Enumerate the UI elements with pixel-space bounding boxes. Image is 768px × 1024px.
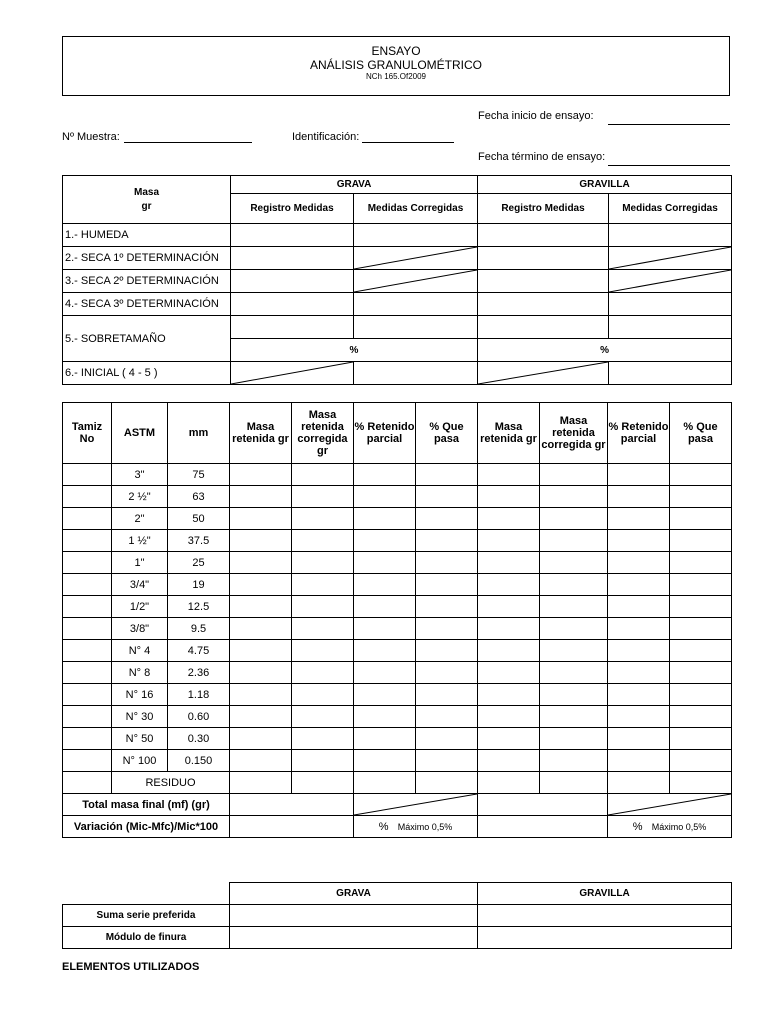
input-cell[interactable] — [670, 706, 732, 728]
input-cell[interactable] — [478, 486, 540, 508]
input-cell[interactable] — [609, 224, 732, 247]
input-cell[interactable] — [478, 464, 540, 486]
input-cell[interactable] — [478, 750, 540, 772]
masa-corregida-header: Masa retenida corregida gr — [540, 403, 608, 464]
input-cell[interactable] — [416, 530, 478, 552]
document-header — [62, 36, 730, 96]
astm-cell: 3/8" — [112, 618, 168, 640]
input-cell[interactable] — [354, 316, 478, 339]
grava-header: GRAVA — [231, 176, 478, 194]
input-cell[interactable] — [416, 684, 478, 706]
input-cell[interactable] — [478, 706, 540, 728]
input-cell[interactable] — [416, 662, 478, 684]
sieve-row — [63, 750, 732, 772]
identificacion-label: Identificación: — [292, 131, 360, 143]
input-cell[interactable] — [540, 486, 608, 508]
registro-header: Registro Medidas — [478, 194, 609, 224]
input-cell[interactable] — [540, 574, 608, 596]
input-cell[interactable] — [354, 530, 416, 552]
input-cell[interactable] — [292, 574, 354, 596]
input-cell[interactable] — [354, 640, 416, 662]
input-cell[interactable] — [478, 530, 540, 552]
input-cell[interactable] — [230, 640, 292, 662]
input-cell[interactable] — [670, 728, 732, 750]
input-cell[interactable] — [292, 530, 354, 552]
row-label: 2.- SECA 1º DETERMINACIÓN — [63, 247, 231, 270]
input-cell[interactable] — [292, 464, 354, 486]
input-cell[interactable] — [608, 464, 670, 486]
input-cell[interactable] — [230, 772, 292, 794]
input-cell[interactable] — [608, 530, 670, 552]
row-label: 4.- SECA 3º DETERMINACIÓN — [63, 293, 231, 316]
astm-cell: 2" — [112, 508, 168, 530]
pct-retenido-header: % Retenido parcial — [608, 403, 670, 464]
tamiz-cell[interactable] — [63, 596, 112, 618]
input-cell[interactable] — [670, 750, 732, 772]
input-cell[interactable] — [230, 706, 292, 728]
input-cell[interactable] — [608, 596, 670, 618]
fecha-inicio-label: Fecha inicio de ensayo: — [478, 110, 594, 122]
input-cell[interactable] — [230, 596, 292, 618]
diagonal-cell — [608, 794, 732, 816]
input-cell[interactable] — [354, 224, 478, 247]
astm-header: ASTM — [112, 403, 168, 464]
header-title: ENSAYO — [371, 44, 421, 58]
input-cell[interactable] — [608, 728, 670, 750]
input-cell[interactable] — [292, 486, 354, 508]
astm-cell: 1" — [112, 552, 168, 574]
suma-label: Suma serie preferida — [63, 905, 230, 927]
input-cell[interactable] — [354, 362, 478, 385]
diagonal-cell — [609, 270, 732, 293]
input-cell[interactable] — [608, 508, 670, 530]
input-cell[interactable] — [670, 464, 732, 486]
input-cell[interactable] — [670, 574, 732, 596]
fecha-inicio-field[interactable] — [608, 114, 730, 125]
sieve-row — [63, 596, 732, 618]
input-cell[interactable] — [478, 905, 732, 927]
input-cell[interactable] — [230, 794, 354, 816]
astm-cell: 3/4" — [112, 574, 168, 596]
corregidas-header: Medidas Corregidas — [354, 194, 478, 224]
mm-cell: 9.5 — [168, 618, 230, 640]
astm-cell: 3" — [112, 464, 168, 486]
tamiz-cell[interactable] — [63, 640, 112, 662]
sieve-row — [63, 552, 732, 574]
input-cell[interactable] — [670, 552, 732, 574]
mass-table — [62, 175, 732, 385]
input-cell[interactable] — [478, 247, 609, 270]
sieve-row — [63, 530, 732, 552]
mm-cell: 0.150 — [168, 750, 230, 772]
input-cell[interactable] — [230, 662, 292, 684]
input-cell[interactable] — [354, 662, 416, 684]
input-cell[interactable] — [540, 464, 608, 486]
input-cell[interactable] — [230, 552, 292, 574]
input-cell[interactable] — [478, 927, 732, 949]
input-cell[interactable] — [230, 464, 292, 486]
input-cell[interactable] — [540, 530, 608, 552]
input-cell[interactable] — [230, 486, 292, 508]
input-cell[interactable] — [478, 596, 540, 618]
input-cell[interactable] — [540, 508, 608, 530]
identificacion-field[interactable] — [362, 132, 454, 143]
astm-cell: N° 50 — [112, 728, 168, 750]
input-cell[interactable] — [416, 464, 478, 486]
diagonal-cell — [231, 362, 354, 385]
input-cell[interactable] — [231, 247, 354, 270]
input-cell[interactable] — [354, 552, 416, 574]
gravilla-header: GRAVILLA — [478, 176, 732, 194]
input-cell[interactable] — [670, 530, 732, 552]
input-cell[interactable] — [416, 574, 478, 596]
input-cell[interactable] — [609, 316, 732, 339]
input-cell[interactable] — [416, 596, 478, 618]
input-cell[interactable] — [670, 662, 732, 684]
astm-cell: 2 ½" — [112, 486, 168, 508]
astm-cell: N° 4 — [112, 640, 168, 662]
input-cell[interactable] — [230, 816, 354, 838]
astm-cell: 1 ½" — [112, 530, 168, 552]
input-cell[interactable] — [608, 486, 670, 508]
input-cell[interactable] — [354, 508, 416, 530]
input-cell[interactable] — [608, 662, 670, 684]
mm-cell: 63 — [168, 486, 230, 508]
diagonal-cell — [354, 247, 478, 270]
input-cell[interactable] — [416, 640, 478, 662]
input-cell[interactable] — [230, 728, 292, 750]
tamiz-cell[interactable] — [63, 530, 112, 552]
input-cell[interactable] — [670, 486, 732, 508]
modulo-label: Módulo de finura — [63, 927, 230, 949]
mm-cell: 1.18 — [168, 684, 230, 706]
input-cell[interactable] — [670, 772, 732, 794]
input-cell[interactable] — [292, 772, 354, 794]
input-cell[interactable] — [540, 640, 608, 662]
input-cell[interactable] — [354, 464, 416, 486]
input-cell[interactable] — [231, 316, 354, 339]
header-norm: NCh 165.Of2009 — [365, 72, 427, 81]
diagonal-cell — [354, 794, 478, 816]
variacion-limit: % Máximo 0,5% — [608, 816, 732, 838]
mm-cell: 75 — [168, 464, 230, 486]
input-cell[interactable] — [416, 486, 478, 508]
input-cell[interactable] — [478, 270, 609, 293]
input-cell[interactable] — [354, 486, 416, 508]
input-cell[interactable] — [292, 728, 354, 750]
mm-cell: 12.5 — [168, 596, 230, 618]
mm-cell: 0.60 — [168, 706, 230, 728]
input-cell[interactable] — [416, 618, 478, 640]
input-cell[interactable] — [478, 662, 540, 684]
percent-cell: % — [478, 339, 732, 362]
input-cell[interactable] — [292, 618, 354, 640]
input-cell[interactable] — [230, 508, 292, 530]
fecha-termino-field[interactable] — [608, 155, 730, 166]
input-cell[interactable] — [608, 640, 670, 662]
empty-cell — [63, 883, 230, 905]
sieve-table — [62, 402, 732, 838]
mm-cell: 19 — [168, 574, 230, 596]
input-cell[interactable] — [478, 316, 609, 339]
diagonal-cell — [478, 362, 609, 385]
residuo-label: RESIDUO — [112, 772, 230, 794]
input-cell[interactable] — [354, 684, 416, 706]
mm-cell: 0.30 — [168, 728, 230, 750]
astm-cell: N° 16 — [112, 684, 168, 706]
masa-header: Masa gr — [63, 176, 231, 224]
mm-cell: 25 — [168, 552, 230, 574]
input-cell[interactable] — [292, 596, 354, 618]
input-cell[interactable] — [478, 684, 540, 706]
input-cell[interactable] — [478, 508, 540, 530]
diagonal-cell — [354, 270, 478, 293]
row-label: 1.- HUMEDA — [63, 224, 231, 247]
summary-table — [62, 882, 732, 949]
input-cell[interactable] — [540, 662, 608, 684]
tamiz-cell[interactable] — [63, 662, 112, 684]
masa-corregida-header: Masa retenida corregida gr — [292, 403, 354, 464]
input-cell[interactable] — [540, 552, 608, 574]
pct-pasa-header: % Que pasa — [416, 403, 478, 464]
tamiz-cell[interactable] — [63, 728, 112, 750]
tamiz-cell[interactable] — [63, 464, 112, 486]
input-cell[interactable] — [478, 816, 608, 838]
input-cell[interactable] — [609, 293, 732, 316]
input-cell[interactable] — [231, 270, 354, 293]
mm-cell: 4.75 — [168, 640, 230, 662]
input-cell[interactable] — [478, 728, 540, 750]
empty-cell — [63, 772, 112, 794]
astm-cell: N° 30 — [112, 706, 168, 728]
input-cell[interactable] — [292, 750, 354, 772]
input-cell[interactable] — [231, 293, 354, 316]
mm-cell: 50 — [168, 508, 230, 530]
input-cell[interactable] — [608, 706, 670, 728]
tamiz-cell[interactable] — [63, 552, 112, 574]
input-cell[interactable] — [230, 750, 292, 772]
mm-header: mm — [168, 403, 230, 464]
input-cell[interactable] — [416, 552, 478, 574]
row-label: 5.- SOBRETAMAÑO — [63, 316, 231, 362]
sieve-row — [63, 618, 732, 640]
tamiz-cell[interactable] — [63, 750, 112, 772]
sieve-row — [63, 728, 732, 750]
input-cell[interactable] — [478, 618, 540, 640]
input-cell[interactable] — [416, 706, 478, 728]
gravilla-header: GRAVILLA — [478, 883, 732, 905]
variacion-label: Variación (Mic-Mfc)/Mic*100 — [63, 816, 230, 838]
sieve-row — [63, 464, 732, 486]
tamiz-cell[interactable] — [63, 618, 112, 640]
row-label: 6.- INICIAL ( 4 - 5 ) — [63, 362, 231, 385]
input-cell[interactable] — [478, 772, 540, 794]
input-cell[interactable] — [540, 596, 608, 618]
input-cell[interactable] — [354, 750, 416, 772]
sieve-row — [63, 574, 732, 596]
input-cell[interactable] — [609, 362, 732, 385]
input-cell[interactable] — [416, 728, 478, 750]
input-cell[interactable] — [670, 684, 732, 706]
input-cell[interactable] — [540, 618, 608, 640]
input-cell[interactable] — [292, 640, 354, 662]
input-cell[interactable] — [608, 618, 670, 640]
input-cell[interactable] — [608, 574, 670, 596]
input-cell[interactable] — [354, 293, 478, 316]
muestra-field[interactable] — [124, 132, 252, 143]
input-cell[interactable] — [230, 684, 292, 706]
sieve-row — [63, 662, 732, 684]
masa-retenida-header: Masa retenida gr — [478, 403, 540, 464]
input-cell[interactable] — [478, 574, 540, 596]
astm-cell: N° 100 — [112, 750, 168, 772]
input-cell[interactable] — [354, 596, 416, 618]
input-cell[interactable] — [670, 596, 732, 618]
input-cell[interactable] — [292, 706, 354, 728]
elementos-label: ELEMENTOS UTILIZADOS — [62, 961, 200, 973]
sieve-row — [63, 706, 732, 728]
input-cell[interactable] — [608, 552, 670, 574]
input-cell[interactable] — [354, 574, 416, 596]
tamiz-cell[interactable] — [63, 574, 112, 596]
input-cell[interactable] — [230, 618, 292, 640]
tamiz-cell[interactable] — [63, 706, 112, 728]
input-cell[interactable] — [354, 772, 416, 794]
input-cell[interactable] — [670, 618, 732, 640]
input-cell[interactable] — [230, 905, 478, 927]
corregidas-header: Medidas Corregidas — [609, 194, 732, 224]
masa-retenida-header: Masa retenida gr — [230, 403, 292, 464]
pct-retenido-header: % Retenido parcial — [354, 403, 416, 464]
input-cell[interactable] — [608, 772, 670, 794]
mm-cell: 37.5 — [168, 530, 230, 552]
input-cell[interactable] — [478, 794, 608, 816]
input-cell[interactable] — [478, 224, 609, 247]
input-cell[interactable] — [540, 728, 608, 750]
input-cell[interactable] — [292, 662, 354, 684]
fecha-termino-label: Fecha término de ensayo: — [478, 151, 606, 163]
mm-cell: 2.36 — [168, 662, 230, 684]
input-cell[interactable] — [354, 618, 416, 640]
registro-header: Registro Medidas — [231, 194, 354, 224]
input-cell[interactable] — [292, 508, 354, 530]
tamiz-cell[interactable] — [63, 508, 112, 530]
input-cell[interactable] — [478, 552, 540, 574]
input-cell[interactable] — [416, 750, 478, 772]
input-cell[interactable] — [608, 750, 670, 772]
input-cell[interactable] — [354, 728, 416, 750]
input-cell[interactable] — [540, 684, 608, 706]
total-label: Total masa final (mf) (gr) — [63, 794, 230, 816]
astm-cell: N° 8 — [112, 662, 168, 684]
sieve-row — [63, 684, 732, 706]
sieve-row — [63, 508, 732, 530]
input-cell[interactable] — [478, 293, 609, 316]
input-cell[interactable] — [292, 684, 354, 706]
grava-header: GRAVA — [230, 883, 478, 905]
input-cell[interactable] — [354, 706, 416, 728]
row-label: 3.- SECA 2º DETERMINACIÓN — [63, 270, 231, 293]
input-cell[interactable] — [540, 772, 608, 794]
percent-cell: % — [231, 339, 478, 362]
input-cell[interactable] — [608, 684, 670, 706]
variacion-limit: % Máximo 0,5% — [354, 816, 478, 838]
input-cell[interactable] — [478, 640, 540, 662]
muestra-label: Nº Muestra: — [62, 131, 120, 143]
input-cell[interactable] — [540, 750, 608, 772]
input-cell[interactable] — [416, 508, 478, 530]
tamiz-cell[interactable] — [63, 684, 112, 706]
sieve-row — [63, 486, 732, 508]
input-cell[interactable] — [231, 224, 354, 247]
diagonal-cell — [609, 247, 732, 270]
input-cell[interactable] — [292, 552, 354, 574]
pct-pasa-header: % Que pasa — [670, 403, 732, 464]
sieve-row — [63, 640, 732, 662]
input-cell[interactable] — [540, 706, 608, 728]
input-cell[interactable] — [230, 574, 292, 596]
tamiz-cell[interactable] — [63, 486, 112, 508]
input-cell[interactable] — [670, 508, 732, 530]
input-cell[interactable] — [230, 927, 478, 949]
tamiz-header: Tamiz No — [63, 403, 112, 464]
astm-cell: 1/2" — [112, 596, 168, 618]
header-subtitle: ANÁLISIS GRANULOMÉTRICO — [309, 58, 483, 72]
input-cell[interactable] — [416, 772, 478, 794]
input-cell[interactable] — [670, 640, 732, 662]
input-cell[interactable] — [230, 530, 292, 552]
